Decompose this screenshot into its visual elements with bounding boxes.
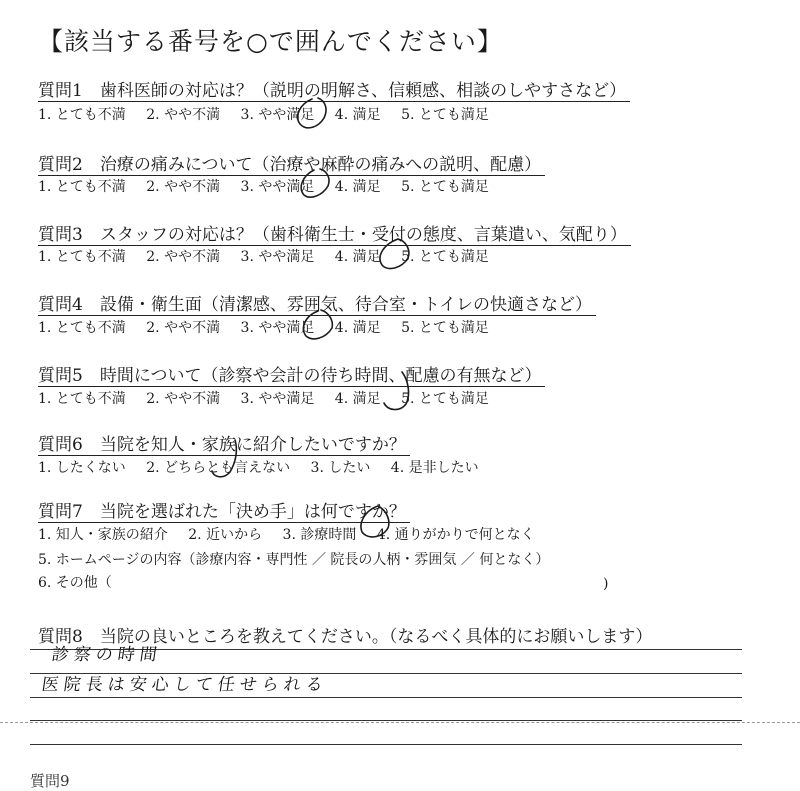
question-9-partial: 質問9 (30, 772, 70, 790)
q3-option-3[interactable]: 3. やや満足 (240, 249, 315, 265)
answer-line-4[interactable] (30, 720, 742, 721)
question-5-title: 質問5 時間について（診察や会計の待ち時間、配慮の有無など） (38, 361, 545, 387)
page-title: 【該当する番号を○で囲んでください】 (38, 27, 503, 56)
question-7-title: 質問7 当院を選ばれた「決め手」は何ですか？ (38, 497, 410, 523)
question-6-options (38, 457, 495, 477)
q3-option-4[interactable]: 4. 満足 (334, 249, 381, 265)
handwritten-answer-line-2: 医院長は安心して任せられる (40, 675, 330, 695)
q2-option-4[interactable]: 4. 満足 (334, 179, 381, 195)
question-5-options (38, 388, 505, 408)
q1-option-2[interactable]: 2. やや不満 (146, 107, 221, 123)
q2-option-3[interactable]: 3. やや満足 (240, 179, 315, 195)
answer-line-5[interactable] (30, 744, 742, 745)
question-1-options (38, 104, 505, 124)
q4-option-4[interactable]: 4. 満足 (334, 320, 381, 336)
q2-option-2[interactable]: 2. やや不満 (146, 179, 221, 195)
question-6-title: 質問6 当院を知人・家族に紹介したいですか？ (38, 430, 410, 456)
q7-option-4[interactable]: 4. 通りがかりで何となく (376, 527, 535, 543)
q4-option-1[interactable]: 1. とても不満 (38, 320, 126, 336)
q5-option-4[interactable]: 4. 満足 (334, 391, 381, 407)
q1-option-4[interactable]: 4. 満足 (334, 107, 381, 123)
q6-option-1[interactable]: 1. したくない (38, 460, 126, 476)
q4-option-3[interactable]: 3. やや満足 (240, 320, 315, 336)
q1-option-5[interactable]: 5. とても満足 (401, 107, 489, 123)
q4-option-2[interactable]: 2. やや不満 (146, 320, 221, 336)
q2-option-5[interactable]: 5. とても満足 (401, 179, 489, 195)
q5-option-3[interactable]: 3. やや満足 (240, 391, 315, 407)
q3-option-1[interactable]: 1. とても不満 (38, 249, 126, 265)
fold-line (0, 722, 800, 723)
question-7-options-row1 (38, 524, 551, 544)
question-1-title: 質問1 歯科医師の対応は？（説明の明解さ、信頼感、相談のしやすさなど） (38, 76, 630, 102)
question-3-title: 質問3 スタッフの対応は？（歯科衛生士・受付の態度、言葉遣い、気配り） (38, 220, 631, 246)
question-2-options (38, 176, 505, 196)
q4-option-5[interactable]: 5. とても満足 (401, 320, 489, 336)
q7-option-3[interactable]: 3. 診療時間 (282, 527, 357, 543)
handwritten-answer-line-1: 診察の時間 (50, 645, 164, 665)
q6-option-3[interactable]: 3. したい (310, 460, 371, 476)
question-8-title: 質問8 当院の良いところを教えてください。（なるべく具体的にお願いします） (38, 627, 653, 647)
answer-line-3[interactable] (30, 697, 742, 698)
q6-option-4[interactable]: 4. 是非したい (390, 460, 479, 476)
q6-option-2[interactable]: 2. どちらとも言えない (146, 460, 291, 476)
q1-option-3[interactable]: 3. やや満足 (240, 107, 315, 123)
question-2-title: 質問2 治療の痛みについて（治療や麻酔の痛みへの説明、配慮） (38, 150, 545, 176)
question-7-other-open[interactable]: 6. その他（ (38, 575, 112, 591)
q1-option-1[interactable]: 1. とても不満 (38, 107, 126, 123)
q2-option-1[interactable]: 1. とても不満 (38, 179, 126, 195)
q7-option-5[interactable]: 5. ホームページの内容（診療内容・専門性 ／ 院長の人柄・雰囲気 ／ 何となく） (38, 552, 550, 568)
question-7-other-close: ) (603, 576, 609, 592)
question-7-options-row2 (38, 549, 565, 569)
q5-option-5[interactable]: 5. とても満足 (401, 391, 489, 407)
q3-option-5[interactable]: 5. とても満足 (401, 249, 489, 265)
q3-option-2[interactable]: 2. やや不満 (146, 249, 221, 265)
question-3-options (38, 246, 505, 266)
question-4-title: 質問4 設備・衛生面（清潔感、雰囲気、待合室・トイレの快適さなど） (38, 290, 596, 316)
q7-option-1[interactable]: 1. 知人・家族の紹介 (38, 527, 168, 543)
q5-option-1[interactable]: 1. とても不満 (38, 391, 126, 407)
q7-option-2[interactable]: 2. 近いから (188, 527, 263, 543)
question-4-options (38, 317, 505, 337)
q5-option-2[interactable]: 2. やや不満 (146, 391, 221, 407)
